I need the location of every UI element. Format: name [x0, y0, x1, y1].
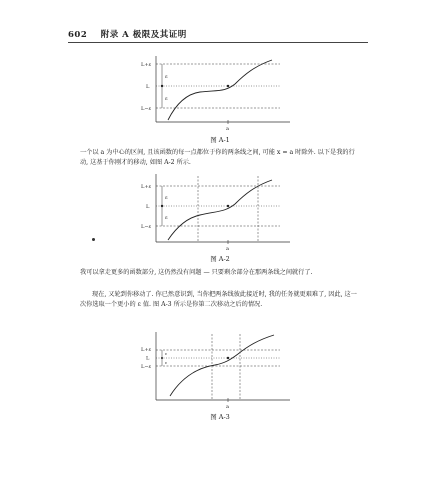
header-rule: [68, 42, 368, 43]
limit-point: [227, 357, 229, 359]
label-a: a: [226, 246, 229, 252]
label-a: a: [226, 404, 229, 410]
figure-a3: [140, 330, 300, 410]
caption-a3: 图 A-3: [210, 413, 230, 421]
caption-a2: 图 A-2: [210, 255, 230, 263]
paragraph-1: 一个以 a 为中心的区间, 且该函数的每一点都位于你的两条线之间, 可能 x = a 时除外. 以下是我的行动, 这基于你刚才的移动, 如图 A-2 所示.: [80, 149, 355, 166]
label-mid: L: [146, 204, 150, 210]
label-lower: L−ε: [141, 224, 152, 230]
label-upper: L+ε: [141, 347, 152, 353]
label-eps-top: ε: [165, 74, 168, 80]
label-upper: L+ε: [141, 184, 152, 190]
stray-dot: [92, 238, 95, 241]
page-header: [68, 28, 368, 40]
eps-dot: [161, 357, 163, 359]
limit-point: [227, 205, 229, 207]
label-eps-top: ε: [165, 351, 168, 356]
page-number: 602: [68, 30, 88, 40]
limit-point: [227, 85, 229, 87]
label-eps-top: ε: [165, 195, 168, 201]
label-mid: L: [146, 84, 150, 90]
figure-a2: [140, 172, 300, 252]
eps-dot: [161, 85, 163, 87]
label-a: a: [226, 126, 229, 132]
function-curve: [168, 60, 272, 120]
paragraph-3: 现在, 又轮到你移动了. 你已然意识到, 当你把两条线彼此接近时, 我的任务就更艰难了, 因此, 这一次你选取一个更小的 ε 值. 图 A-3 所示是你第二次移动之后的情况.: [80, 291, 357, 308]
label-eps-bottom: ε: [165, 96, 168, 102]
figure-a1: [140, 52, 300, 132]
chapter-title: 附录 A 极限及其证明: [100, 30, 187, 40]
function-curve: [170, 335, 274, 396]
label-eps-bottom: ε: [165, 360, 168, 365]
caption-a1: 图 A-1: [210, 136, 230, 144]
label-upper: L+ε: [141, 62, 152, 68]
label-lower: L−ε: [141, 364, 152, 370]
paragraph-2: 我可以拿走更多的函数部分, 这仍然没有问题 — 只要剩余部分在那两条线之间就行了.: [80, 269, 313, 276]
label-eps-bottom: ε: [165, 215, 168, 221]
label-lower: L−ε: [141, 106, 152, 112]
label-mid: L: [146, 355, 150, 362]
function-curve: [168, 180, 272, 240]
eps-dot: [161, 205, 163, 207]
